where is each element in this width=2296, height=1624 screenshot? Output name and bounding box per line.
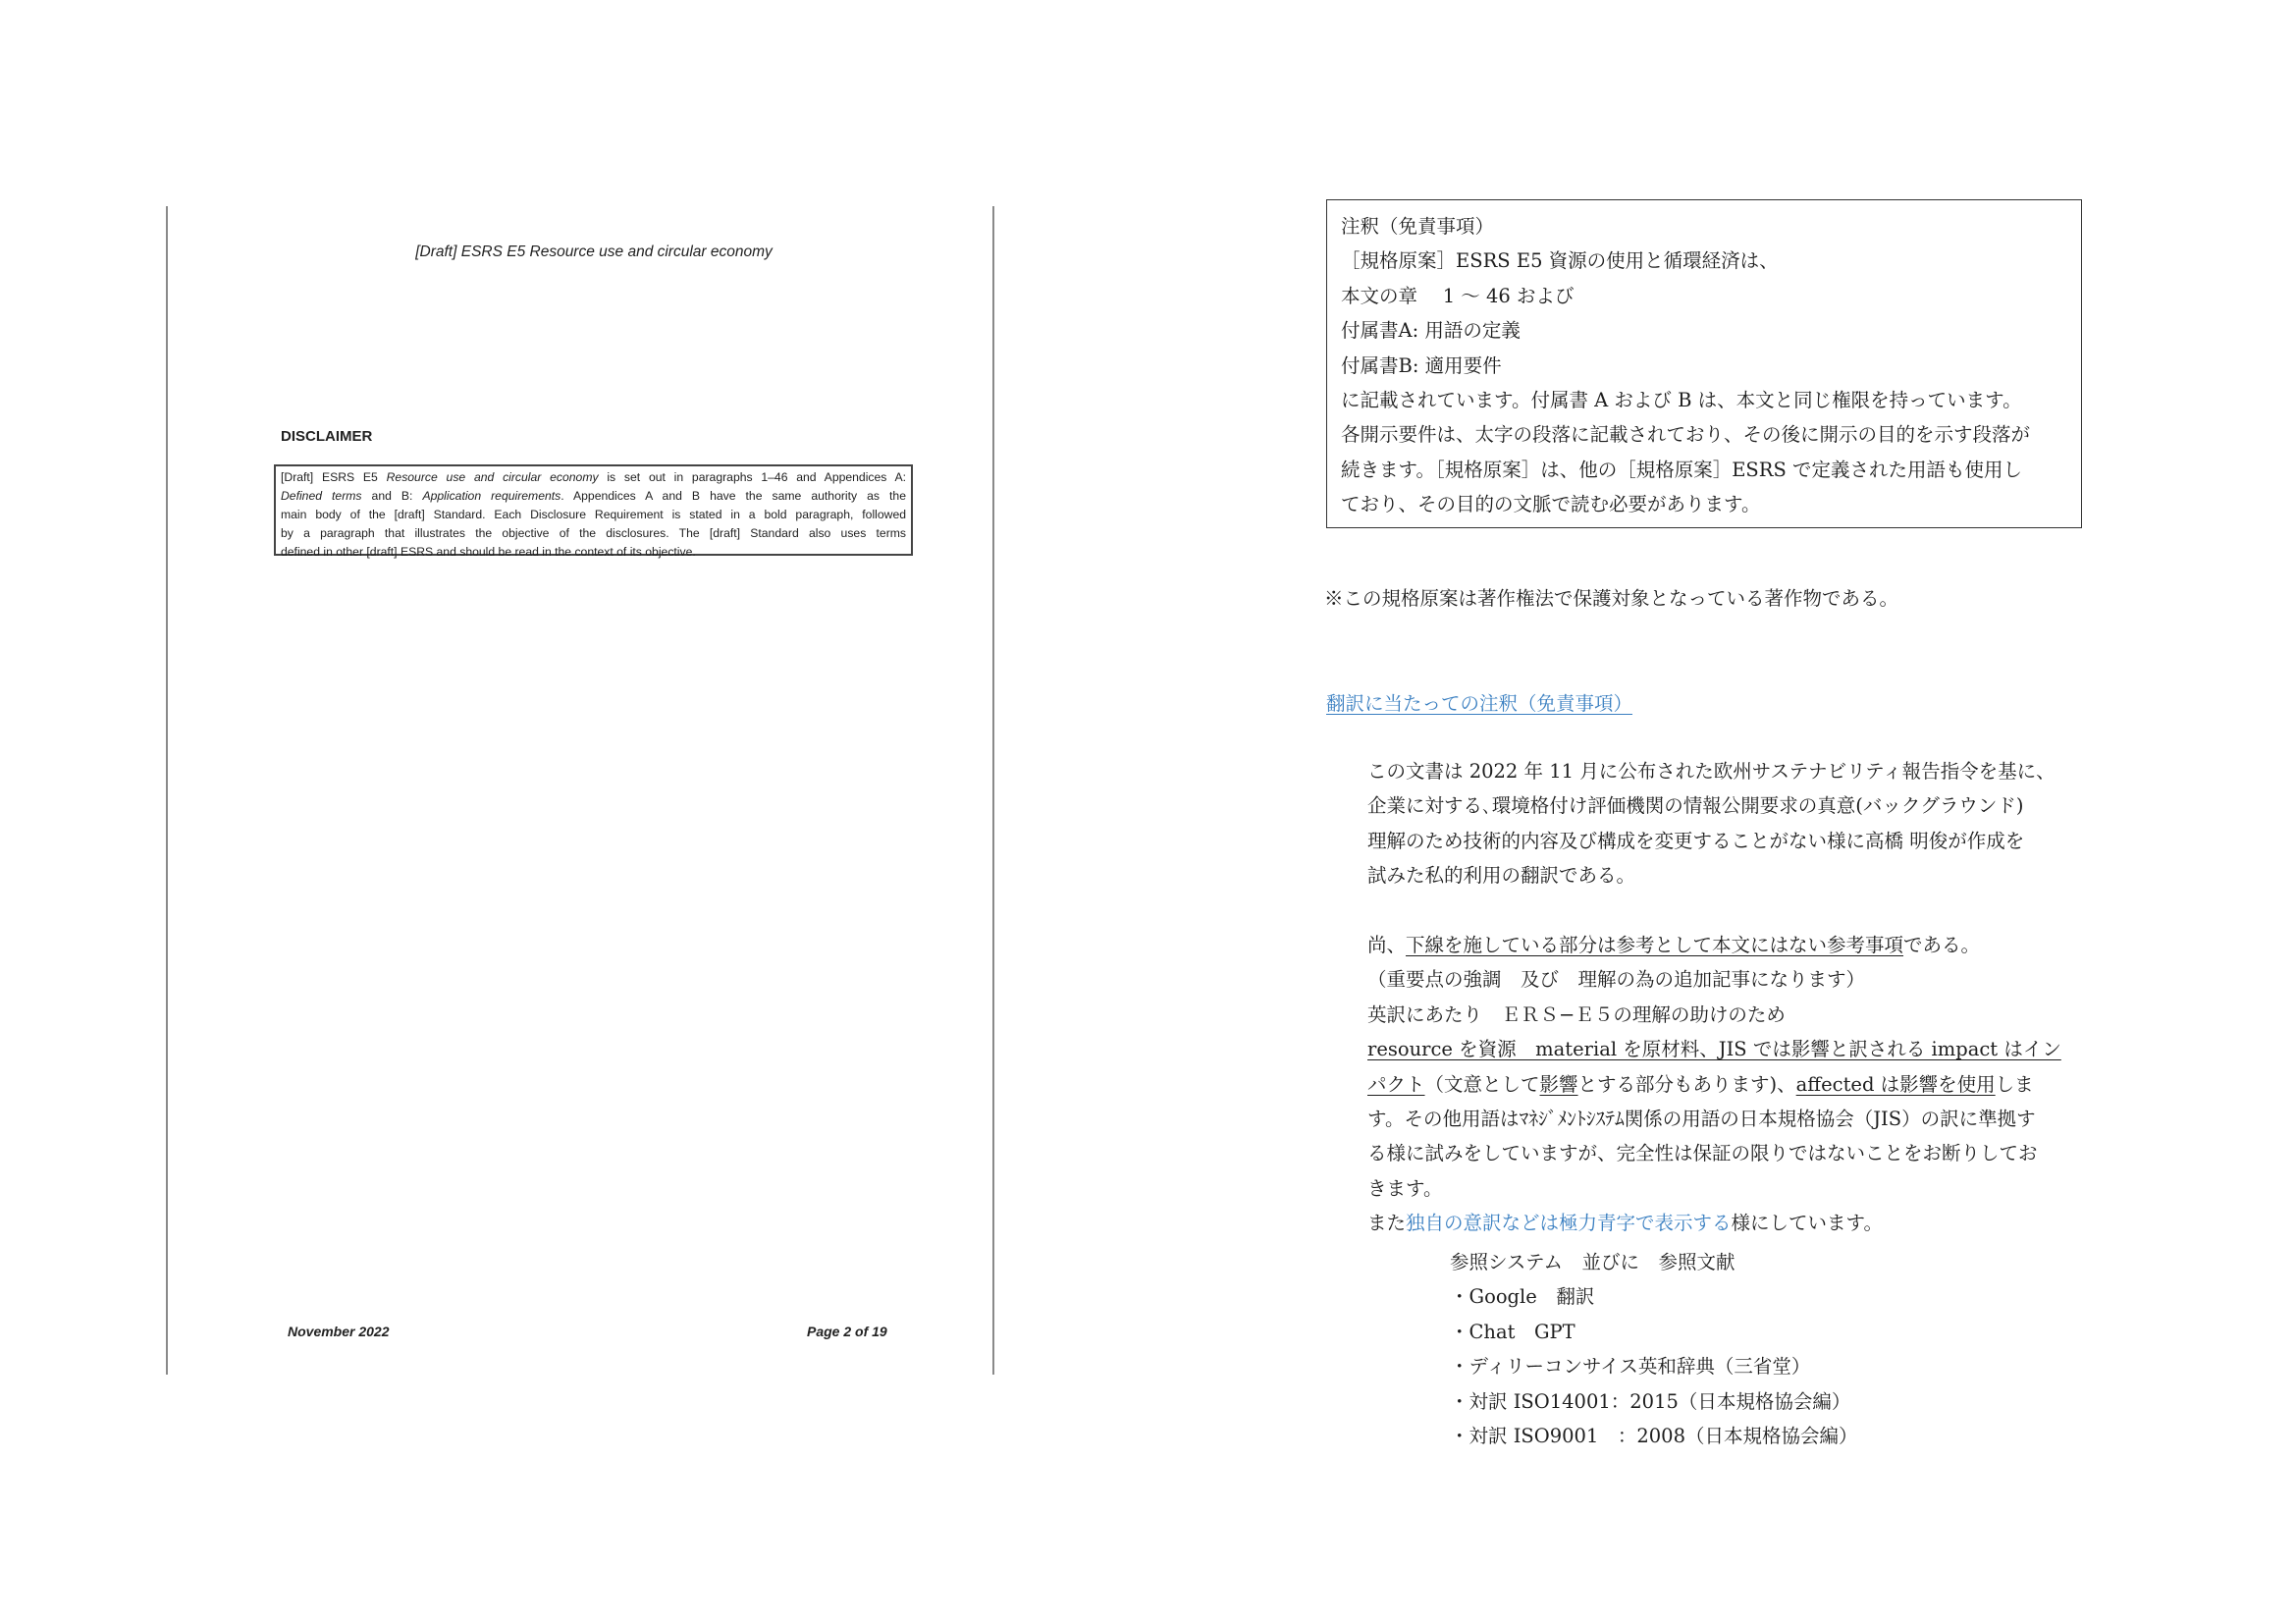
underlined-text: パクト (1367, 1072, 1425, 1096)
body-text-run: また (1367, 1212, 1407, 1235)
body-line (1367, 754, 2089, 788)
body-text-run: とする部分もあります)、 (1577, 1072, 1796, 1096)
box-line: 付属書B: 適用要件 (1341, 353, 1502, 377)
body-text-run: しま (1995, 1072, 2034, 1096)
body-text-run: 理解のため技術的内容及び構成を変更することがない様に高橋 明俊が作成を (1367, 829, 2025, 852)
reference-item: ・ディリーコンサイス英和辞典（三省堂） (1450, 1355, 1811, 1379)
body-text-run: この文書は 2022 年 11 月に公布された欧州サステナビリティ報告指令を基に、 (1367, 760, 2056, 783)
underlined-text: 下線を施している部分は参考として本文にはない参考事項 (1406, 933, 1904, 956)
box-line: 続きます。［規格原案］は、他の［規格原案］ESRS で定義された用語も使用し (1341, 458, 2023, 481)
body-text-run: す。その他用語はﾏﾈｼﾞﾒﾝﾄｼｽﾃﾑ関係の用語の日本規格協会（JIS）の訳に準拠す (1367, 1107, 2036, 1130)
box-line: 付属書A: 用語の定義 (1341, 319, 1521, 343)
footer-page-number: Page 2 of 19 (807, 1324, 887, 1339)
body-line (1367, 858, 2089, 893)
body-text-run: 様にしています。 (1731, 1212, 1883, 1235)
body-text-run: 尚、 (1367, 933, 1407, 956)
disclaimer-box (274, 464, 913, 559)
japanese-disclaimer-box (1326, 199, 2082, 528)
body-line (1367, 998, 2089, 1032)
body-text-run: 英訳にあたり ＥＲＳ−Ｅ５の理解の助けのため (1367, 1002, 1786, 1026)
left-page-border (166, 206, 168, 1375)
disclaimer-text-run: [Draft] ESRS E5 (281, 470, 387, 484)
copyright-notice: ※この規格原案は著作権法で保護対象となっている著作物である。 (1324, 587, 1899, 610)
disclaimer-text-run: defined in other [draft] ESRS and should be read in the context of its objective. (281, 545, 696, 559)
translation-note-link[interactable]: 翻訳に当たっての注釈（免責事項） (1326, 692, 1633, 715)
box-title: 注釈（免責事項） (1341, 215, 1495, 238)
document-header: [Draft] ESRS E5 Resource use and circular economy (415, 244, 773, 260)
body-text-run: （文意として (1424, 1072, 1540, 1096)
body-line (1367, 1067, 2089, 1102)
body-text-run: 企業に対する､環境格付け評価機関の情報公開要求の真意(バックグラウンド) (1367, 794, 2024, 818)
box-line: 各開示要件は、太字の段落に記載されており、その後に開示の目的を示す段落が (1341, 423, 2031, 447)
disclaimer-heading: DISCLAIMER (281, 428, 373, 445)
box-line: ており、その目的の文脈で読む必要があります。 (1341, 493, 1761, 516)
body-line (1367, 1171, 2089, 1206)
body-line (1367, 824, 2089, 858)
body-text-run: る様に試みをしていますが、完全性は保証の限りではないことをお断りしてお (1367, 1142, 2038, 1165)
reference-item: ・対訳 ISO14001：2015（日本規格協会編） (1450, 1389, 1851, 1413)
disclaimer-line (281, 506, 906, 524)
disclaimer-line (281, 524, 906, 543)
box-line: 本文の章 1 ～ 46 および (1341, 284, 1575, 307)
body-text-run: である。 (1903, 933, 1981, 956)
disclaimer-text-run: Resource use and circular economy (386, 470, 599, 484)
reference-list (1450, 1245, 1858, 1453)
disclaimer-text-run: Application requirements (422, 489, 561, 503)
underlined-text: affected は影響を使用 (1795, 1072, 1996, 1096)
box-line: ［規格原案］ESRS E5 資源の使用と循環経済は、 (1341, 249, 1779, 273)
body-line (1367, 1136, 2089, 1170)
disclaimer-text-run: main body of the [draft] Standard. Each Disclosure Requirement is stated in a bold paragraph, followed (281, 508, 906, 521)
body-line (1367, 962, 2089, 997)
body-text-run: 試みた私的利用の翻訳である。 (1367, 864, 1636, 888)
body-line (1367, 1102, 2089, 1136)
body-line (1367, 1206, 2089, 1240)
body-line (1367, 928, 2089, 962)
underlined-text: resource を資源 material を原材料、JIS では影響と訳される impact はイン (1367, 1038, 2061, 1061)
footer-date: November 2022 (288, 1324, 390, 1339)
right-page-border (992, 206, 994, 1375)
underlined-text: 影響 (1539, 1072, 1578, 1096)
reference-item: ・Google 翻訳 (1450, 1285, 1595, 1309)
disclaimer-text-run: Defined terms (281, 489, 362, 503)
box-line: に記載されています。付属書 A および B は、本文と同じ権限を持っています。 (1341, 389, 2022, 412)
disclaimer-line (281, 468, 906, 487)
reference-item: ・対訳 ISO9001 ：2008（日本規格協会編） (1450, 1424, 1858, 1447)
disclaimer-text-run: . Appendices A and B have the same authority as the (561, 489, 906, 503)
reference-item: ・Chat GPT (1450, 1320, 1575, 1343)
disclaimer-line (281, 543, 906, 562)
disclaimer-text-run: and B: (361, 489, 423, 503)
reference-heading: 参照システム 並びに 参照文献 (1450, 1251, 1735, 1273)
body-text-run: きます。 (1367, 1176, 1443, 1200)
disclaimer-text-run: is set out in paragraphs 1–46 and Appendices A: (598, 470, 906, 484)
body-line (1367, 1032, 2089, 1066)
translation-note-body (1367, 754, 2089, 1240)
body-line (1367, 893, 2089, 928)
body-line (1367, 788, 2089, 823)
disclaimer-text-run: by a paragraph that illustrates the objective of the disclosures. The [draft] Standard also uses terms (281, 526, 906, 540)
blue-text: 独自の意訳などは極力青字で表示する (1406, 1212, 1732, 1235)
disclaimer-line (281, 487, 906, 506)
body-text-run: （重要点の強調 及び 理解の為の追加記事になります） (1367, 968, 1866, 992)
